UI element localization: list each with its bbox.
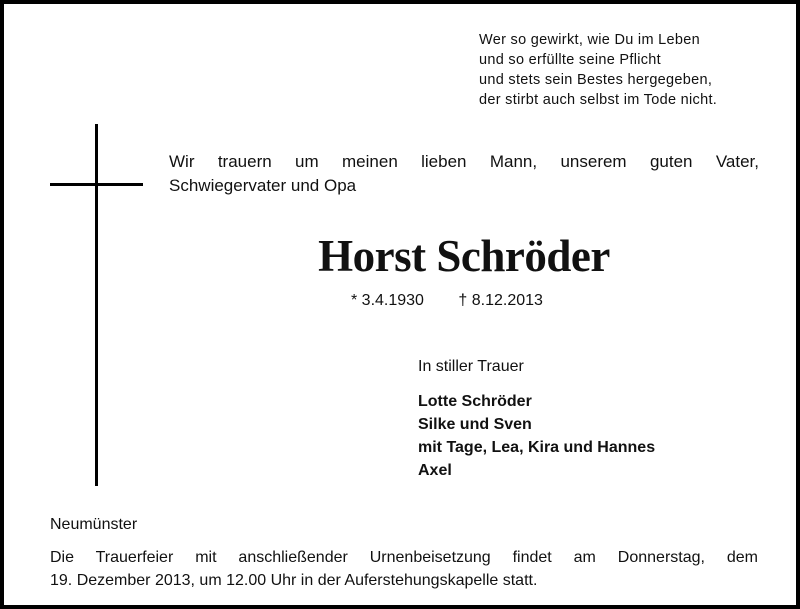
poem-line: Wer so gewirkt, wie Du im Leben <box>479 32 700 48</box>
mourner-name: mit Tage, Lea, Kira und Hannes <box>418 439 656 456</box>
mourner-name: Silke und Sven <box>418 416 532 433</box>
mourner-name: Lotte Schröder <box>418 393 532 410</box>
place-name: Neumünster <box>50 516 138 533</box>
life-dates <box>351 290 543 312</box>
mourning-heading: In stiller Trauer <box>418 358 524 375</box>
ceremony-line: Die Trauerfeier mit anschließender Urnenbeisetzung findet am Donnerstag, dem <box>50 549 758 566</box>
cross-horizontal-bar <box>50 183 143 186</box>
poem <box>479 30 717 110</box>
birth-date: * 3.4.1930 <box>351 292 424 309</box>
cross-vertical-bar <box>95 124 98 486</box>
poem-line: und so erfüllte seine Pflicht <box>479 52 661 68</box>
mourner-name: Axel <box>418 462 452 479</box>
poem-line: und stets sein Bestes hergegeben, <box>479 72 713 88</box>
intro-text <box>169 150 759 198</box>
ceremony-line: 19. Dezember 2013, um 12.00 Uhr in der Auferstehungskapelle statt. <box>50 572 538 589</box>
deceased-name: Horst Schröder <box>318 231 610 281</box>
mourner-list <box>418 390 655 482</box>
intro-line: Wir trauern um meinen lieben Mann, unserem guten Vater, <box>169 152 759 171</box>
poem-line: der stirbt auch selbst im Tode nicht. <box>479 92 718 108</box>
intro-line: Schwiegervater und Opa <box>169 176 357 195</box>
death-date: † 8.12.2013 <box>458 292 543 309</box>
ceremony-notice <box>50 546 758 592</box>
